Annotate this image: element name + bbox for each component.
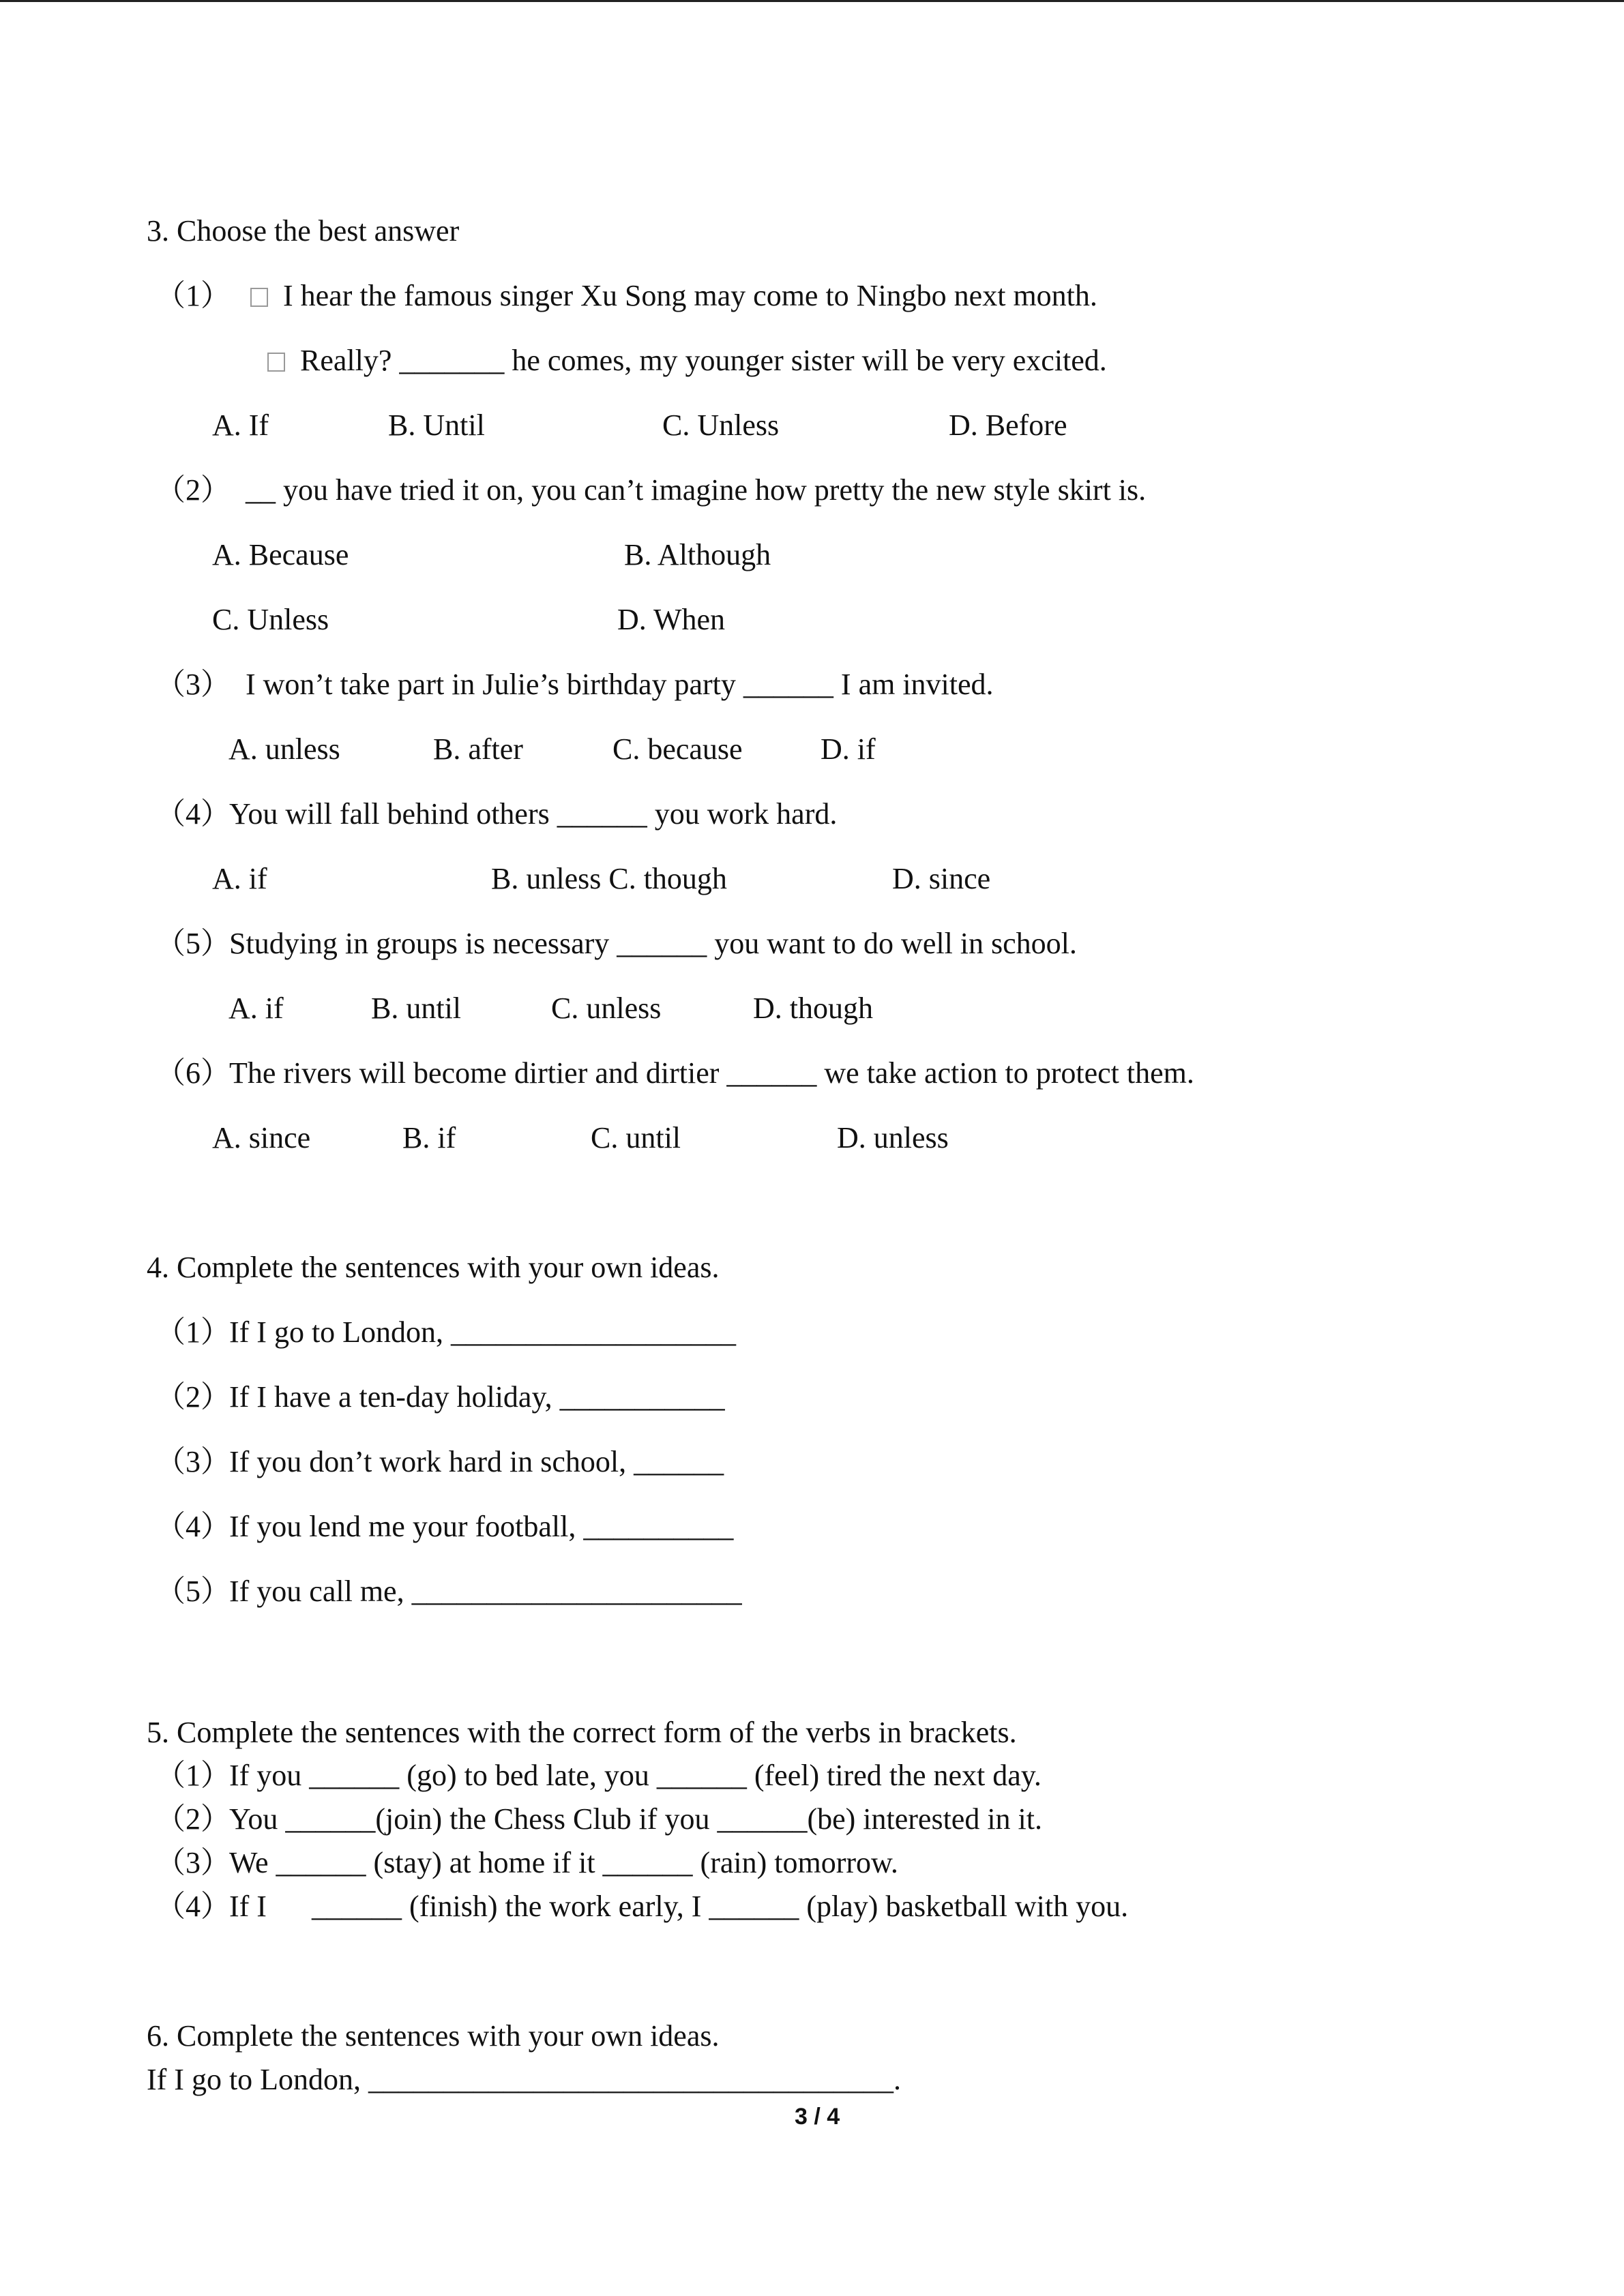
q4-option-d: D. since	[892, 862, 991, 895]
section5-title: 5. Complete the sentences with the correct form of the verbs in brackets.	[147, 1716, 1017, 1749]
q1-number: （1）	[156, 279, 231, 312]
q4-option-a: A. if	[212, 862, 267, 895]
q6-number: （6）	[156, 1056, 231, 1090]
s4-item5-text: If you call me, ______________________	[229, 1575, 742, 1608]
page-top-border	[0, 0, 1624, 2]
q3-option-a: A. unless	[228, 732, 340, 766]
q1-option-a: A. If	[212, 408, 269, 442]
q5-number: （5）	[156, 927, 231, 960]
s4-item2-text: If I have a ten-day holiday, ___________	[229, 1380, 725, 1414]
s4-item4-number: （4）	[156, 1510, 231, 1543]
q5-option-d: D. though	[753, 992, 873, 1025]
section6-sentence: If I go to London, ___________________________________.	[147, 2063, 902, 2096]
s4-item5-number: （5）	[156, 1575, 231, 1608]
s4-item4-text: If you lend me your football, __________	[229, 1510, 734, 1543]
s4-item1-text: If I go to London, ___________________	[229, 1315, 737, 1349]
q2-option-a: A. Because	[212, 538, 349, 571]
q3-option-c: C. because	[612, 732, 743, 766]
q4-option-bc: B. unless C. though	[491, 862, 727, 895]
s5-item4-text: If I ______ (finish) the work early, I ______ (play) basketball with you.	[229, 1890, 1129, 1923]
q2-option-d: D. When	[617, 603, 726, 636]
q6-text: The rivers will become dirtier and dirtier ______ we take action to protect them.	[229, 1056, 1194, 1090]
q5-option-c: C. unless	[551, 992, 662, 1025]
page-number: 3 / 4	[795, 2104, 840, 2130]
s4-item3-number: （3）	[156, 1445, 231, 1478]
q1-option-d: D. Before	[949, 408, 1067, 442]
q1-option-b: B. Until	[388, 408, 485, 442]
q4-text: You will fall behind others ______ you work hard.	[229, 797, 838, 831]
q2-option-c: C. Unless	[212, 603, 329, 636]
q2-option-b: B. Although	[624, 538, 771, 571]
section6-title: 6. Complete the sentences with your own ideas.	[147, 2019, 720, 2053]
s5-item2-text: You ______(join) the Chess Club if you ______(be) interested in it.	[229, 1802, 1042, 1836]
q1-line2: Really? _______ he comes, my younger sister will be very excited.	[267, 346, 1107, 376]
s5-item2-number: （2）	[156, 1802, 231, 1836]
s4-item2-number: （2）	[156, 1380, 231, 1414]
q6-option-a: A. since	[212, 1121, 311, 1154]
q4-number: （4）	[156, 797, 231, 831]
section4-title: 4. Complete the sentences with your own ideas.	[147, 1251, 720, 1284]
q3-option-d: D. if	[821, 732, 876, 766]
s4-item3-text: If you don’t work hard in school, ______	[229, 1445, 724, 1478]
q5-option-a: A. if	[228, 992, 284, 1025]
s5-item3-text: We ______ (stay) at home if it ______ (rain) tomorrow.	[229, 1846, 898, 1879]
q1-line1: I hear the famous singer Xu Song may come to Ningbo next month.	[250, 281, 1097, 311]
section3-title: 3. Choose the best answer	[147, 214, 460, 248]
q3-number: （3）	[156, 668, 231, 701]
checkbox-icon	[267, 353, 285, 372]
q6-option-c: C. until	[591, 1121, 681, 1154]
checkbox-icon	[250, 288, 268, 307]
q3-text: I won’t take part in Julie’s birthday party ______ I am invited.	[246, 668, 994, 701]
s5-item3-number: （3）	[156, 1846, 231, 1879]
s4-item1-number: （1）	[156, 1315, 231, 1349]
q2-text: __ you have tried it on, you can’t imagine how pretty the new style skirt is.	[246, 473, 1147, 507]
q5-text: Studying in groups is necessary ______ you want to do well in school.	[229, 927, 1077, 960]
q2-number: （2）	[156, 473, 231, 507]
s5-item1-text: If you ______ (go) to bed late, you ______ (feel) tired the next day.	[229, 1759, 1042, 1792]
q6-option-b: B. if	[402, 1121, 456, 1154]
q6-option-d: D. unless	[837, 1121, 949, 1154]
q3-option-b: B. after	[433, 732, 523, 766]
q5-option-b: B. until	[371, 992, 462, 1025]
s5-item4-number: （4）	[156, 1890, 231, 1923]
q1-option-c: C. Unless	[662, 408, 780, 442]
s5-item1-number: （1）	[156, 1759, 231, 1792]
